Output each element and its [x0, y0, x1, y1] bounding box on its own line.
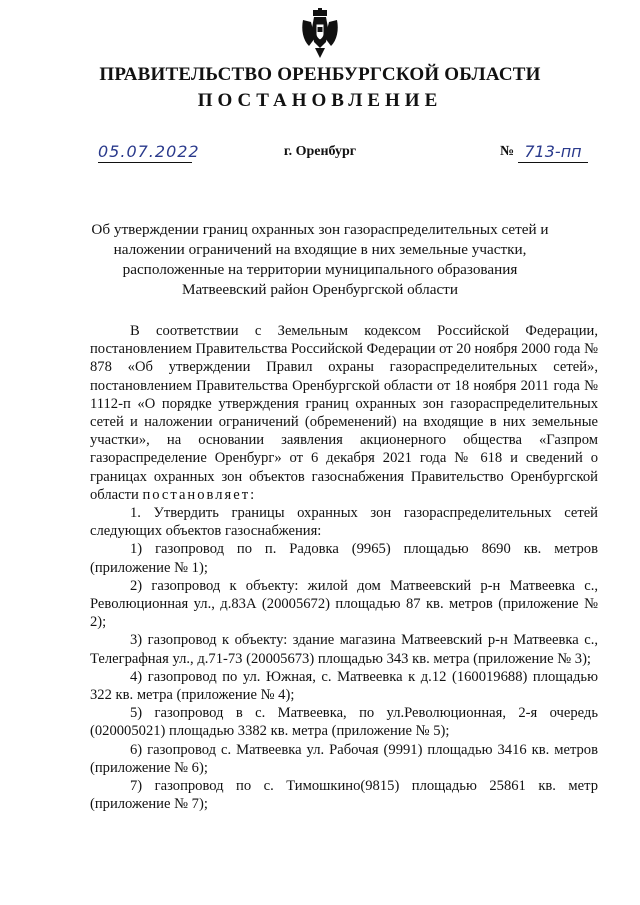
- list-item: 3) газопровод к объекту: здание магазина Матвеевский р-н Матвеевка с., Телеграфная ул., д.71-73 (20005673) площадью 343 кв. метра (приложение № 3);: [90, 632, 598, 667]
- subject-line: расположенные на территории муниципального образования: [122, 261, 518, 278]
- list-item: 5) газопровод в с. Матвеевка, по ул.Революционная, 2-я очередь (020005021) площадью 3382 кв. метра (приложение № 5);: [90, 705, 598, 740]
- list-item: 1. Утвердить границы охранных зон газораспределительных сетей следующих объектов газоснабжения:: [90, 505, 598, 540]
- preamble-paragraph: [90, 322, 598, 504]
- list-item: 6) газопровод с. Матвеевка ул. Рабочая (9991) площадью 3416 кв. метров (приложение № 6);: [90, 741, 598, 776]
- subject-line: наложении ограничений на входящие в них земельные участки,: [113, 241, 527, 258]
- document-number: 713-пп: [518, 142, 588, 163]
- subject-line: Матвеевский район Оренбургской области: [182, 281, 458, 298]
- resolves-text: постановляет:: [142, 486, 257, 503]
- list-item: 4) газопровод по ул. Южная, с. Матвеевка к д.12 (160019688) площадью 322 кв. метра (приложение № 4);: [90, 668, 598, 704]
- list-item: 1) газопровод по п. Радовка (9965) площадью 8690 кв. метров (приложение № 1);: [90, 541, 598, 576]
- government-title: ПРАВИТЕЛЬСТВО ОРЕНБУРГСКОЙ ОБЛАСТИ: [99, 64, 541, 85]
- document-type: ПОСТАНОВЛЕНИЕ: [197, 90, 443, 111]
- document-city: г. Оренбург: [283, 144, 357, 159]
- coat-of-arms-icon: [299, 8, 341, 60]
- document-body: [90, 322, 598, 813]
- document-date: 05.07.2022: [98, 142, 200, 161]
- list-item: 2) газопровод к объекту: жилой дом Матвеевский р-н Матвеевка с., Революционная ул., д.83А (20005672) площадью 87 кв. метров (приложение № 2);: [90, 577, 598, 631]
- list-item: 7) газопровод по с. Тимошкино(9815) площадью 25861 кв. метр (приложение № 7);: [90, 778, 598, 813]
- document-number-label: №: [500, 144, 515, 159]
- preamble-text: В соответствии с Земельным кодексом Российской Федерации, постановлением Правительства Российской Федерации от 20 ноября 2000 года № 878 «Об утверждении Правил охраны газораспределительных сетей», постановлением Правительства Оренбургской области от 18 ноября 2011 года № 1112-п «О порядке утверждения границ охранных зон газораспределительных сетей и наложении ограничений (обременений) на входящие в них земельные участки», на основании заявления акционерного общества «Газпром газораспределение Оренбург» от 6 декабря 2021 года № 618 и сведений о границах охранных зон объектов газоснабжения Правительство Оренбургской области: [90, 323, 598, 503]
- document-meta: [0, 142, 640, 170]
- document-subject: [80, 220, 560, 300]
- subject-line: Об утверждении границ охранных зон газораспределительных сетей и: [91, 221, 549, 238]
